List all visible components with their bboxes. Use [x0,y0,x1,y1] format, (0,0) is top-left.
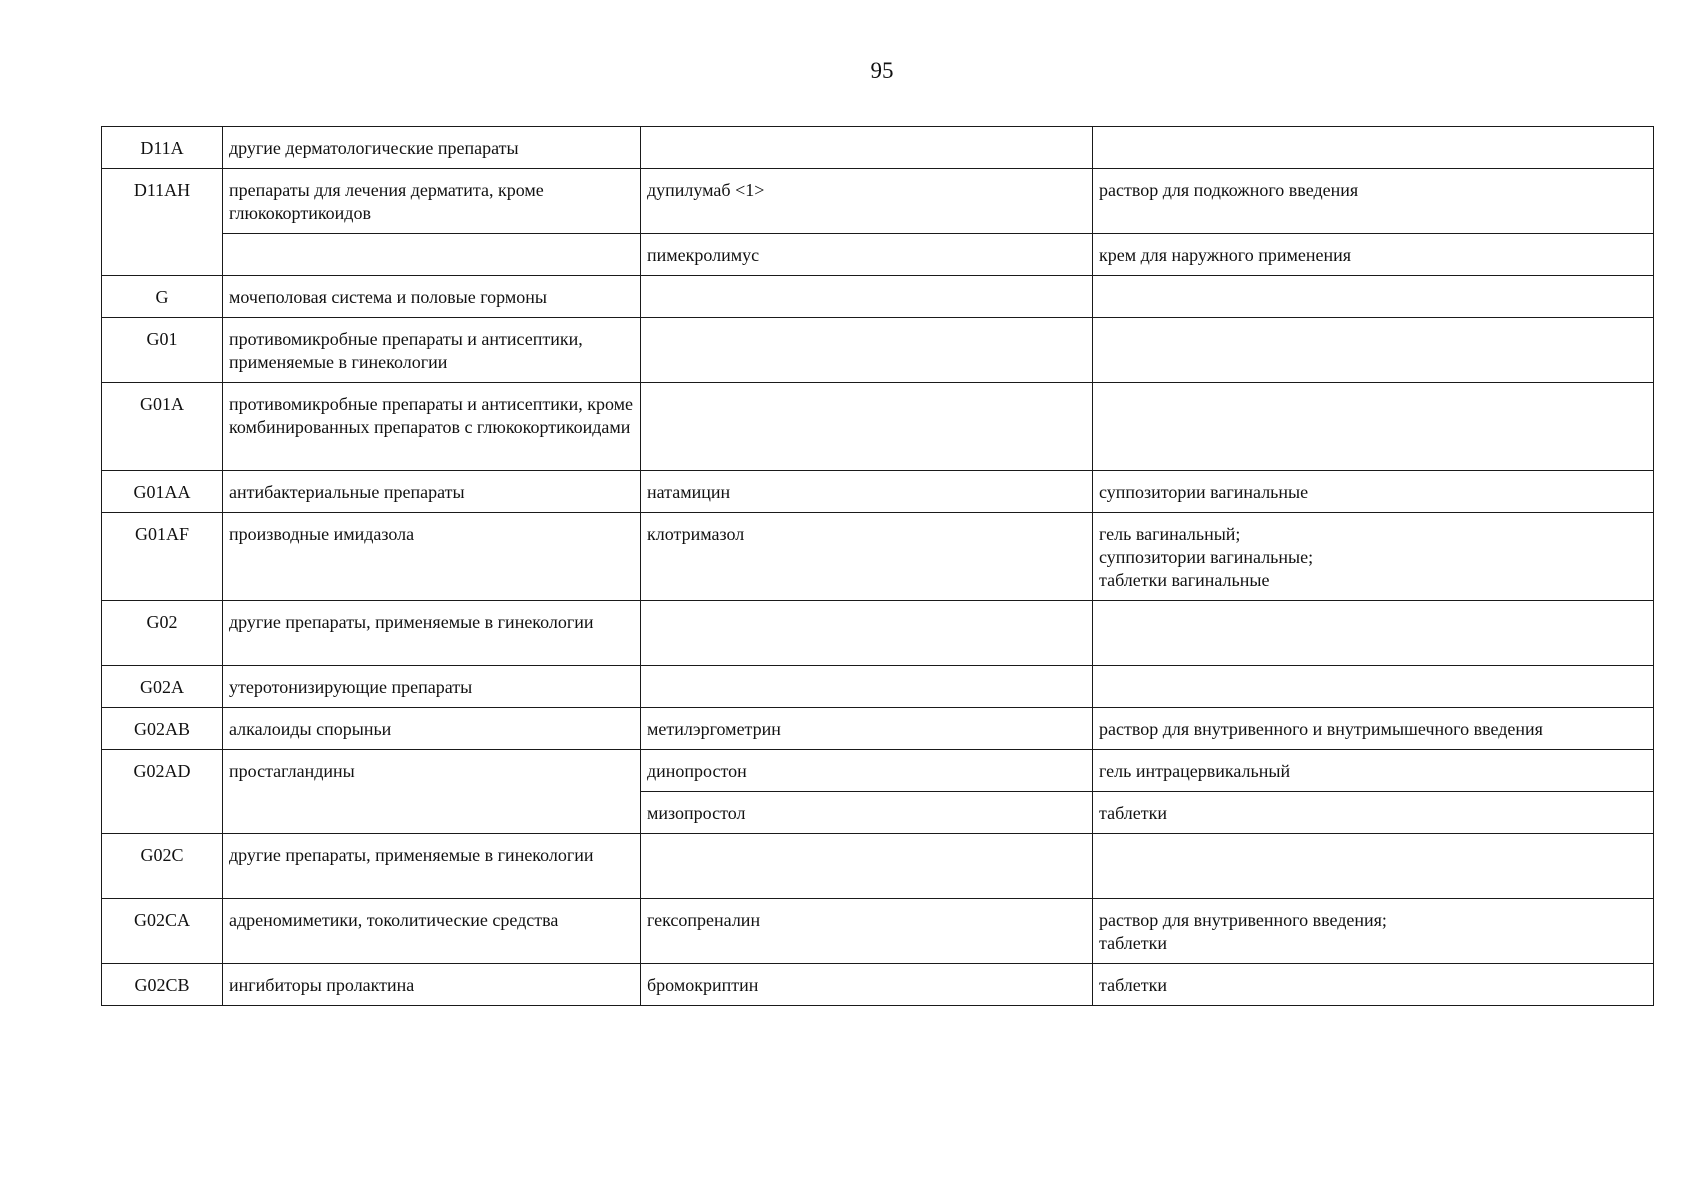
drug-name-cell: мизопростол [641,792,1093,834]
dosage-form-cell [1093,276,1654,318]
dosage-form-cell [1093,834,1654,899]
drug-name-cell: метилэргометрин [641,708,1093,750]
drug-classification-table [101,126,1654,1006]
drug-name-cell [641,601,1093,666]
table-row [102,708,1654,750]
group-name-cell: мочеполовая система и половые гормоны [223,276,641,318]
atc-code-cell: G02C [102,834,223,899]
dosage-form-cell: раствор для внутривенного введения; таблетки [1093,899,1654,964]
atc-code-cell: G01AF [102,513,223,601]
table-row [102,127,1654,169]
group-name-cell: другие препараты, применяемые в гинекологии [223,601,641,666]
drug-name-cell: клотримазол [641,513,1093,601]
dosage-form-cell [1093,601,1654,666]
atc-code-cell: G01 [102,318,223,383]
atc-code-cell: G02CA [102,899,223,964]
drug-name-cell: дупилумаб <1> [641,169,1093,234]
dosage-form-cell: гель интрацервикальный [1093,750,1654,792]
table-row [102,834,1654,899]
atc-code-cell: G02 [102,601,223,666]
atc-code-cell: D11AH [102,169,223,276]
table-row [102,318,1654,383]
drug-name-cell: гексопреналин [641,899,1093,964]
atc-code-cell: D11A [102,127,223,169]
group-name-cell: другие препараты, применяемые в гинекологии [223,834,641,899]
dosage-form-cell [1093,383,1654,471]
table-row [102,601,1654,666]
group-name-cell: простагландины [223,750,641,834]
drug-name-cell [641,383,1093,471]
atc-code-cell: G02AB [102,708,223,750]
group-name-cell: ингибиторы пролактина [223,964,641,1006]
dosage-form-cell [1093,127,1654,169]
table-row [102,383,1654,471]
table-row [102,471,1654,513]
dosage-form-cell: таблетки [1093,964,1654,1006]
atc-code-cell: G02A [102,666,223,708]
atc-code-cell: G [102,276,223,318]
page-number: 95 [870,58,894,83]
atc-code-cell: G02CB [102,964,223,1006]
table-row [102,169,1654,234]
dosage-form-cell: суппозитории вагинальные [1093,471,1654,513]
atc-code-cell: G01AA [102,471,223,513]
table-row [102,964,1654,1006]
dosage-form-cell [1093,666,1654,708]
group-name-cell: препараты для лечения дерматита, кроме глюкокортикоидов [223,169,641,234]
group-name-cell: антибактериальные препараты [223,471,641,513]
group-name-cell: утеротонизирующие препараты [223,666,641,708]
drug-name-cell [641,666,1093,708]
group-name-cell: адреномиметики, токолитические средства [223,899,641,964]
dosage-form-cell: крем для наружного применения [1093,234,1654,276]
dosage-form-cell [1093,318,1654,383]
atc-code-cell: G02AD [102,750,223,834]
dosage-form-cell: раствор для подкожного введения [1093,169,1654,234]
table-row [102,234,1654,276]
drug-name-cell: пимекролимус [641,234,1093,276]
table-row [102,899,1654,964]
drug-name-cell: бромокриптин [641,964,1093,1006]
dosage-form-cell: гель вагинальный; суппозитории вагинальные; таблетки вагинальные [1093,513,1654,601]
table-row [102,276,1654,318]
drug-name-cell [641,318,1093,383]
drug-name-cell [641,276,1093,318]
atc-code-cell: G01A [102,383,223,471]
table-row [102,666,1654,708]
drug-name-cell [641,834,1093,899]
drug-name-cell [641,127,1093,169]
table-row [102,750,1654,792]
dosage-form-cell: раствор для внутривенного и внутримышечного введения [1093,708,1654,750]
group-name-cell: алкалоиды спорыньи [223,708,641,750]
group-name-cell: противомикробные препараты и антисептики, кроме комбинированных препаратов с глюкокортикоидами [223,383,641,471]
group-name-cell: противомикробные препараты и антисептики, применяемые в гинекологии [223,318,641,383]
table-row [102,513,1654,601]
dosage-form-cell: таблетки [1093,792,1654,834]
group-name-cell: другие дерматологические препараты [223,127,641,169]
drug-name-cell: натамицин [641,471,1093,513]
group-name-cell: производные имидазола [223,513,641,601]
drug-name-cell: динопростон [641,750,1093,792]
group-name-cell [223,234,641,276]
